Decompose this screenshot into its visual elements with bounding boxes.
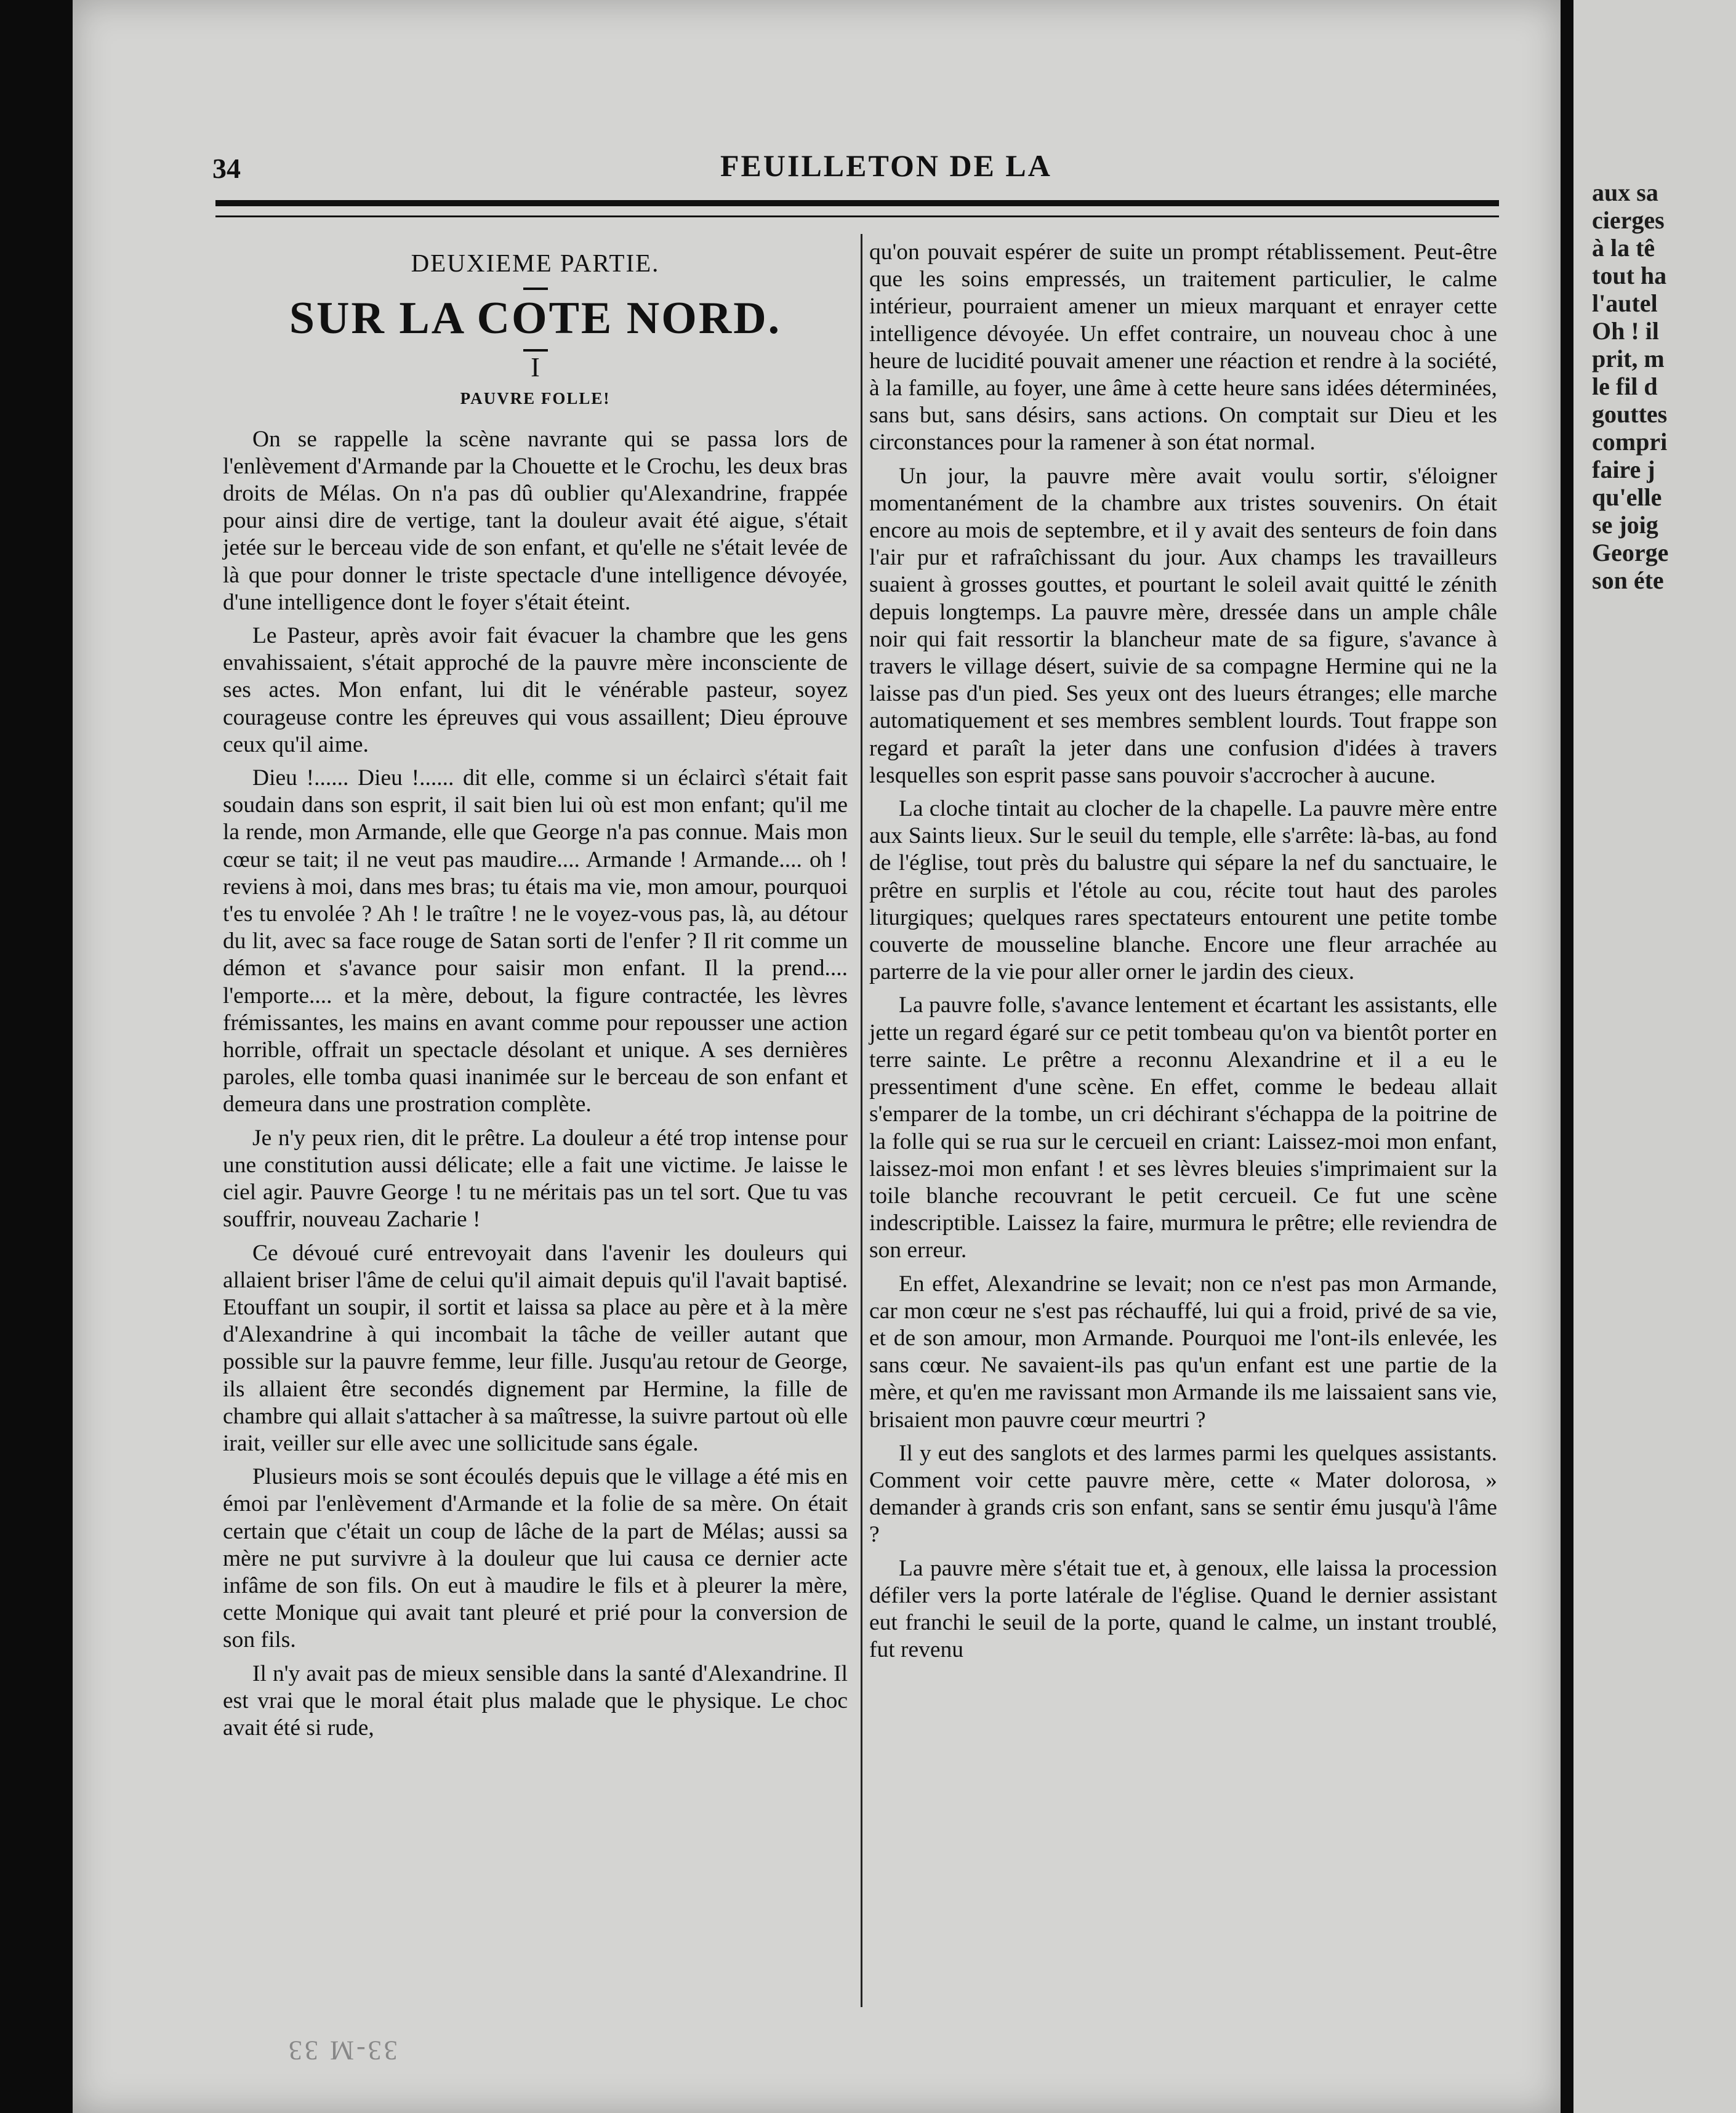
adjacent-line: George [1592,539,1669,566]
paragraph: Je n'y peux rien, dit le prêtre. La douleur a été trop intense pour une constitution aussi délicate; elle a fait une victime. Je laisse le ciel agir. Pauvre George ! tu ne méritais pas un tel sort. Que tu vas souffrir, nouveau Zacharie ! [223,1125,848,1233]
adjacent-line: gouttes [1592,400,1668,428]
footer-stamp: 33-M 33 [286,2035,398,2066]
paragraph: qu'on pouvait espérer de suite un prompt rétablissement. Peut-être que les soins empressés, un traitement particulier, le calme intérieur, pourraient amener un mieux marquant et enrayer cette intelligence dévoyée. Un effet contraire, un nouveau choc à une heure de lucidité pouvait amener une réaction et rendre à la société, à la famille, au foyer, une âme à cette heure sans idées déterminées, sans but, sans désirs, sans actions. On comptait sur Dieu et les circonstances pour la ramener à son état normal. [869,239,1497,456]
adjacent-line: son éte [1592,566,1664,594]
title-dash [523,349,548,352]
title-dash [523,288,548,290]
header-rule-thick [215,200,1499,206]
header-rule-thin [215,215,1499,217]
adjacent-page-edge [1573,0,1736,2113]
page-number: 34 [212,153,241,184]
adjacent-line: à la tê [1592,234,1655,262]
running-title: FEUILLETON DE LA [720,148,1052,183]
paragraph: On se rappelle la scène navrante qui se passa lors de l'enlèvement d'Armande par la Chouette et le Crochu, les deux bras droits de Mélas. On n'a pas dû oublier qu'Alexandrine, frappée pour ainsi dire de vertige, tant la douleur avait été aigue, s'était jetée sur le berceau vide de son enfant, et qu'elle ne s'était levée de là que pour donner le triste spectacle d'une intelligence dévoyée, d'une intelligence dont le foyer s'était éteint. [223,426,848,615]
paragraph: Il n'y avait pas de mieux sensible dans la santé d'Alexandrine. Il est vrai que le moral était plus malade que le physique. Le choc avait été si rude, [223,1660,848,1741]
adjacent-line: faire j [1592,456,1655,483]
paragraph: Dieu !...... Dieu !...... dit elle, comme si un éclaircì s'était fait soudain dans son esprit, il sait bien lui où est mon enfant; qu'il me la rende, mon Armande, elle que George n'a pas connue. Mais mon cœur se tait; il ne veut pas maudire.... Armande ! Armande.... oh ! reviens à moi, dans mes bras; tu étais ma vie, mon amour, pourquoi t'es tu envolée ? Ah ! le traître ! ne le voyez-vous pas, là, au détour du lit, avec sa face rouge de Satan sorti de l'enfer ? Il rit comme un démon et s'avance pour saisir mon enfant. Il la prend.... l'emporte.... et la mère, debout, la figure contractée, les lèvres frémissantes, les mains en avant comme pour repousser une action horrible, offrait un spectacle désolant et unique. A ses dernières paroles, elle tomba quasi inanimée sur le berceau de son enfant et demeura dans une prostration complète. [223,765,848,1117]
main-title: SUR LA COTE NORD. [289,293,782,344]
paragraph: La cloche tintait au clocher de la chapelle. La pauvre mère entre aux Saints lieux. Sur le seuil du temple, elle s'arrête: là-bas, au fond de l'église, tout près du balustre qui sépare la nef du sanctuaire, le prêtre en surplis et l'étole au cou, récite tout haut des paroles liturgiques; quelques rares spectateurs entourent une petite tombe couverte de mousseline blanche. Encore une fleur arrachée au parterre de la vie pour aller orner le jardin des cieux. [869,796,1497,985]
adjacent-page-text [1592,179,1736,594]
paragraph: La pauvre folle, s'avance lentement et écartant les assistants, elle jette un regard égaré sur ce petit tombeau qu'on va bientôt porter en terre sainte. Le prêtre a reconnu Alexandrine et il a eu le pressentiment d'une scène. En effet, comme le bedeau allait s'emparer de la tombe, un cri déchirant s'échappa de la poitrine de la folle qui se rua sur le cercueil en criant: Laissez-moi mon enfant, laissez-moi mon enfant ! et ses lèvres bleuies s'imprimaient sur la toile blanche recouvrant le petit cercueil. Ce fut une scène indescriptible. Laissez la faire, murmura le prêtre; elle reviendra de son erreur. [869,992,1497,1263]
part-title: DEUXIEME PARTIE. [411,249,660,277]
adjacent-line: Oh ! il [1592,317,1659,345]
chapter-title: PAUVRE FOLLE! [460,389,611,408]
adjacent-line: aux sa [1592,179,1658,206]
paragraph: Un jour, la pauvre mère avait voulu sortir, s'éloigner momentanément de la chambre aux tristes souvenirs. On était encore au mois de septembre, et il y avait des senteurs de foin dans l'air pur et rafraîchissant du jour. Aux champs les travailleurs suaient à grosses gouttes, et pourtant le soleil avait quitté le zénith depuis longtemps. La pauvre mère, dressée dans un ample châle noir qui fait ressortir la blancheur mate de sa figure, s'avance à travers le village désert, suivie de sa compagne Hermine qui ne la laisse pas d'un pied. Ses yeux ont des lueurs étranges; elle marche automatiquement et ses membres semblent lourds. Tout frappe son regard et paraît la jeter dans une confusion d'idées à travers lesquelles son esprit passe sans pouvoir s'accrocher à aucune. [869,463,1497,788]
paragraph: Il y eut des sanglots et des larmes parmi les quelques assistants. Comment voir cette pauvre mère, cette « Mater dolorosa, » demander à grands cris son enfant, sans se sentir ému jusqu'à l'âme ? [869,1440,1497,1548]
adjacent-line: cierges [1592,206,1665,234]
right-column [869,239,1497,1664]
paragraph: La pauvre mère s'était tue et, à genoux, elle laissa la procession défiler vers la porte latérale de l'église. Quand le dernier assistant eut franchi le seuil de la porte, quand le calme, un instant troublé, fut revenu [869,1555,1497,1663]
paragraph: Ce dévoué curé entrevoyait dans l'avenir les douleurs qui allaient briser l'âme de celui qu'il aimait depuis qu'il l'avait baptisé. Etouffant un soupir, il sortit et laissa sa place au père et à la mère d'Alexandrine à qui incombait la tâche de veiller autant que possible sur la pauvre femme, leur fille. Jusqu'au retour de George, ils allaient être secondés dignement par Hermine, la fille de chambre qui allait s'attacher à sa maîtresse, la suivre partout où elle irait, veiller sur elle avec une sollicitude sans égale. [223,1240,848,1456]
paragraph: Plusieurs mois se sont écoulés depuis que le village a été mis en émoi par l'enlèvement d'Armande et la folie de sa mère. On était certain que c'était un coup de lâche de la part de Mélas; aussi sa mère ne put survivre à la douleur que lui causa ce dernier acte infâme de son fils. On eut à maudire le fils et à pleurer la mère, cette Monique qui avait tant pleuré et prié pour la conversion de son fils. [223,1464,848,1653]
adjacent-line: se joig [1592,511,1658,539]
paragraph: En effet, Alexandrine se levait; non ce n'est pas mon Armande, car mon cœur ne s'est pas réchauffé, lui qui a froid, privé de sa vie, et de son amour, mon Armande. Pourquoi me l'ont-ils enlevée, les sans cœur. Ne savaient-ils pas qu'un enfant est une partie de la mère, et qu'en me ravissant mon Armande ils me laissaient sans vie, brisaient mon pauvre cœur meurtri ? [869,1271,1497,1433]
adjacent-line: qu'elle [1592,483,1662,511]
column-divider [861,234,862,2007]
adjacent-line: l'autel [1592,289,1658,317]
paragraph: Le Pasteur, après avoir fait évacuer la chambre que les gens envahissaient, s'était approché de la pauvre mère inconsciente de ses actes. Mon enfant, lui dit le vénérable pasteur, soyez courageuse contre les épreuves qui vous assaillent; Dieu éprouve ceux qu'il aime. [223,623,848,757]
adjacent-line: prit, m [1592,345,1665,372]
adjacent-line: le fil d [1592,372,1658,400]
left-column [223,243,848,1742]
chapter-number: I [531,352,540,383]
adjacent-line: tout ha [1592,262,1667,289]
adjacent-line: compri [1592,428,1668,456]
